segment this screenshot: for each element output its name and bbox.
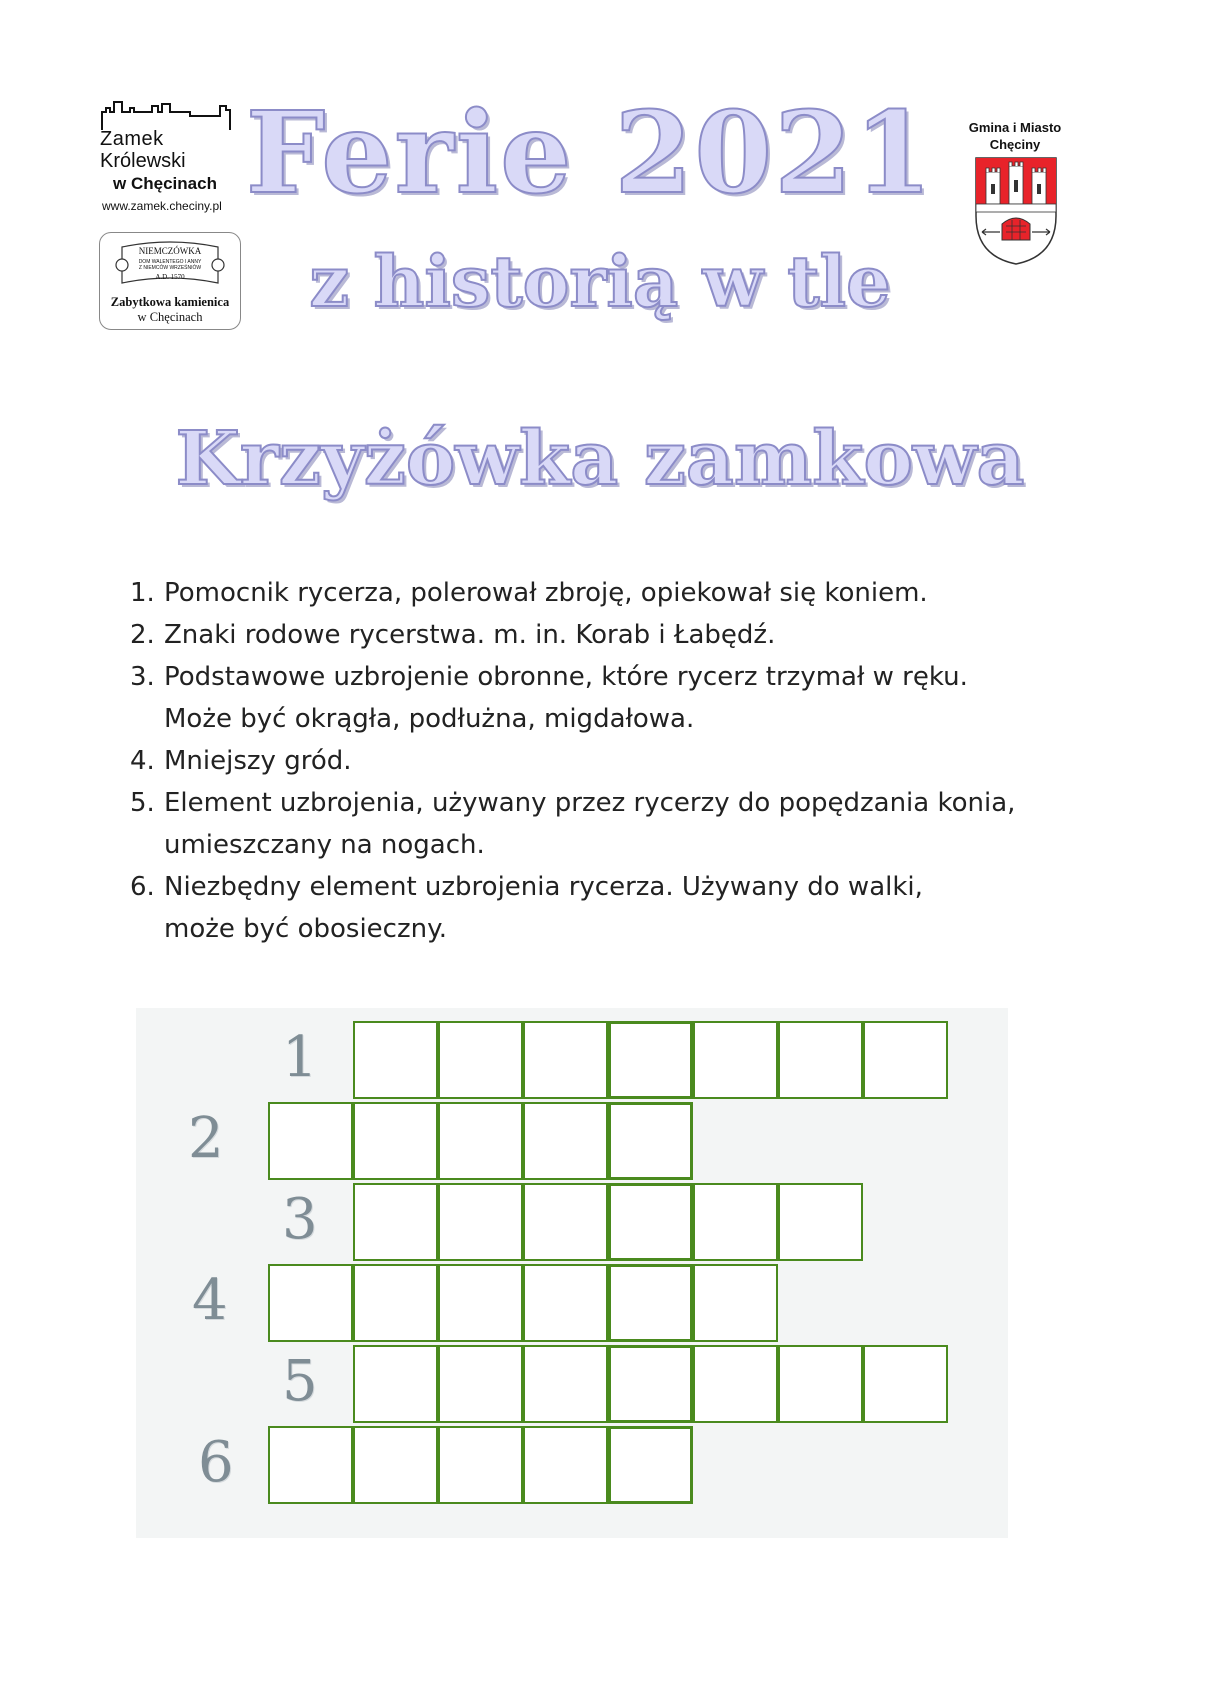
clue-text: Pomocnik rycerza, polerował zbroję, opiekował się koniem.	[164, 578, 928, 608]
crossword-cell[interactable]	[353, 1183, 438, 1261]
zamek-logo-url: www.zamek.checiny.pl	[102, 199, 222, 213]
zamek-krolewski-logo	[96, 98, 246, 218]
gmina-checiny-logo	[950, 120, 1080, 280]
kamienica-subline2: Z NIEMCÓW WRZEŚNIÓW	[138, 265, 202, 271]
crossword-cell[interactable]	[693, 1345, 778, 1423]
crossword-cell[interactable]	[268, 1264, 353, 1342]
crossword-cell[interactable]	[353, 1426, 438, 1504]
clue-text: Element uzbrojenia, używany przez rycerzy do popędzania konia,	[164, 788, 1016, 818]
clue-continuation: Może być okrągła, podłużna, migdałowa.	[164, 704, 695, 734]
crossword-cell[interactable]	[778, 1345, 863, 1423]
crossword-cell[interactable]	[778, 1021, 863, 1099]
crossword-key-cell[interactable]	[608, 1102, 693, 1180]
clue-text: Mniejszy gród.	[164, 746, 352, 776]
title-ferie: Ferie 2021	[245, 88, 935, 219]
crossword-cell[interactable]	[268, 1102, 353, 1180]
crossword-cell[interactable]	[438, 1345, 523, 1423]
crossword-cell[interactable]	[863, 1345, 948, 1423]
clue-text: Znaki rodowe rycerstwa. m. in. Korab i Łabędź.	[164, 620, 776, 650]
crossword-cell[interactable]	[438, 1021, 523, 1099]
gmina-logo-line2: Chęciny	[989, 137, 1041, 152]
crossword-row-number: 5	[282, 1349, 318, 1414]
crossword-key-cell[interactable]	[608, 1021, 693, 1099]
castle-outline-icon	[100, 98, 240, 132]
crossword-row-number: 6	[198, 1430, 234, 1495]
crossword-cell[interactable]	[523, 1021, 608, 1099]
coat-of-arms-icon	[974, 156, 1058, 266]
scroll-banner-icon	[114, 237, 226, 295]
clue-item	[130, 572, 1110, 614]
clue-item	[130, 614, 1110, 656]
crossword-cell[interactable]	[353, 1102, 438, 1180]
crossword-key-cell[interactable]	[608, 1183, 693, 1261]
clue-text: Niezbędny element uzbrojenia rycerza. Używany do walki,	[164, 872, 923, 902]
crossword-cell[interactable]	[438, 1102, 523, 1180]
crossword-cell[interactable]	[353, 1345, 438, 1423]
crossword-cell[interactable]	[523, 1102, 608, 1180]
kamienica-banner-text: NIEMCZÓWKA	[138, 246, 202, 256]
clue-item	[130, 866, 1110, 950]
clue-number: 5.	[130, 788, 155, 818]
clue-continuation: może być obosieczny.	[164, 914, 448, 944]
clue-continuation: umieszczany na nogach.	[164, 830, 485, 860]
crossword-cell[interactable]	[438, 1426, 523, 1504]
kamienica-title: Zabytkowa kamienica	[110, 295, 230, 309]
crossword-row-number: 3	[282, 1187, 318, 1252]
crossword-cell[interactable]	[353, 1021, 438, 1099]
clue-list	[130, 572, 1110, 950]
clue-number: 2.	[130, 620, 155, 650]
clue-text: Podstawowe uzbrojenie obronne, które rycerz trzymał w ręku.	[164, 662, 968, 692]
crossword-cell[interactable]	[268, 1426, 353, 1504]
crossword-cell[interactable]	[523, 1345, 608, 1423]
crossword-cell[interactable]	[693, 1021, 778, 1099]
crossword-cell[interactable]	[693, 1183, 778, 1261]
crossword-cell[interactable]	[693, 1264, 778, 1342]
crossword-cell[interactable]	[523, 1426, 608, 1504]
crossword-cell[interactable]	[863, 1021, 948, 1099]
crossword-cell[interactable]	[523, 1264, 608, 1342]
kamienica-logo	[99, 232, 241, 330]
clue-number: 3.	[130, 662, 155, 692]
crossword-row-number: 2	[188, 1106, 224, 1171]
crossword-key-cell[interactable]	[608, 1345, 693, 1423]
kamienica-year: A.D. 1570	[155, 273, 185, 281]
clue-number: 6.	[130, 872, 155, 902]
crossword-row-number: 4	[192, 1268, 228, 1333]
crossword-cell[interactable]	[523, 1183, 608, 1261]
crossword-cell[interactable]	[353, 1264, 438, 1342]
kamienica-subtitle: w Chęcinach	[137, 310, 203, 324]
clue-number: 1.	[130, 578, 155, 608]
clue-number: 4.	[130, 746, 155, 776]
crossword-cell[interactable]	[438, 1264, 523, 1342]
crossword-cell[interactable]	[778, 1183, 863, 1261]
kamienica-subline1: DOM WALENTEGO I ANNY	[138, 259, 202, 265]
clue-item	[130, 782, 1110, 866]
clue-item	[130, 656, 1110, 740]
clue-item	[130, 740, 1110, 782]
zamek-logo-line1: Zamek	[100, 128, 164, 150]
title-subtitle: z historią w tle	[309, 240, 891, 323]
crossword-cell[interactable]	[438, 1183, 523, 1261]
crossword-key-cell[interactable]	[608, 1264, 693, 1342]
zamek-logo-line3: w Chęcinach	[113, 174, 217, 193]
title-crossword: Krzyżówka zamkowa	[175, 416, 1025, 502]
gmina-logo-line1: Gmina i Miasto	[968, 120, 1062, 135]
crossword-key-cell[interactable]	[608, 1426, 693, 1504]
zamek-logo-line2: Królewski	[100, 150, 186, 172]
crossword-row-number: 1	[282, 1025, 318, 1090]
